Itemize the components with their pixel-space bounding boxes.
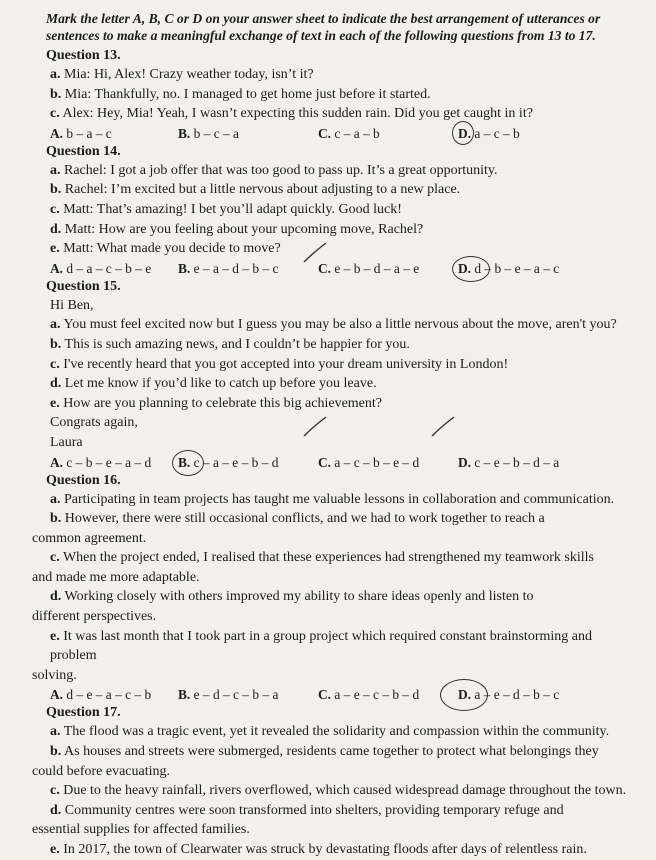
q16-line-a-label: a. [50, 491, 61, 507]
q14-line-e-label: e. [50, 241, 60, 257]
q14-line-e-text: Matt: What made you decide to move? [63, 241, 281, 257]
q15-line-e-label: e. [50, 395, 60, 411]
q15-line-c-text: I've recently heard that you got accepted into your dream university in London! [63, 356, 509, 372]
q16-line-b [50, 509, 634, 529]
q15-option-c-text: a – c – b – e – d [334, 454, 420, 470]
q14-option-d-text: d – b – e – a – c [474, 260, 560, 276]
q16-line-c-continuation: and made me more adaptable. [32, 569, 200, 585]
question-17-title: Question 17. [46, 705, 121, 721]
q14-option-d-label: D. [458, 260, 472, 276]
q16-line-e [50, 627, 634, 666]
q17-line-e [50, 840, 634, 860]
q14-option-c[interactable] [318, 259, 458, 278]
q15-option-d-text: c – e – b – d – a [474, 454, 560, 470]
q14-option-b[interactable] [178, 259, 318, 278]
q16-option-c[interactable] [318, 685, 458, 704]
q15-line-d-text: Let me know if you’d like to catch up before you leave. [64, 376, 377, 392]
q13-option-b-label: B. [178, 125, 191, 141]
q15-line-a-label: a. [50, 317, 61, 333]
question-16-title: Question 16. [46, 472, 121, 488]
q17-line-b-text: As houses and streets were submerged, residents came together to protect what belongings they [64, 744, 599, 760]
q16-line-b-label: b. [50, 511, 62, 527]
q16-option-c-label: C. [318, 687, 332, 703]
q15-option-a-text: c – b – e – a – d [66, 454, 152, 470]
q15-line-a [50, 315, 634, 335]
q14-line-c-label: c. [50, 201, 60, 217]
q15-option-d-label: D. [458, 454, 472, 470]
q14-options [50, 259, 634, 278]
q15-line-e [50, 394, 634, 414]
q17-line-e-label: e. [50, 842, 60, 857]
q17-line-a-label: a. [50, 724, 61, 740]
q14-line-b-label: b. [50, 182, 62, 198]
q16-line-d-label: d. [50, 589, 62, 605]
q17-line-a-text: The flood was a tragic event, yet it revealed the solidarity and compassion within the community. [63, 724, 610, 740]
q13-option-c-label: C. [318, 125, 332, 141]
q13-line-c [50, 104, 634, 124]
q16-option-a-text: d – e – a – c – b [66, 687, 152, 703]
q14-option-b-label: B. [178, 260, 191, 276]
q16-line-c [50, 548, 634, 568]
q16-options [50, 685, 634, 704]
q15-line-e-text: How are you planning to celebrate this big achievement? [63, 395, 382, 411]
q13-line-a [50, 65, 634, 85]
q16-option-d[interactable] [458, 685, 559, 704]
q14-option-d[interactable] [458, 259, 559, 278]
q16-line-e-continuation: solving. [32, 667, 77, 683]
q14-option-b-text: e – a – d – b – c [193, 260, 279, 276]
q15-option-b[interactable] [178, 453, 318, 472]
q17-line-d-label: d. [50, 802, 62, 818]
q13-options [50, 124, 634, 143]
q16-option-c-text: a – e – c – b – d [334, 687, 420, 703]
question-13-title: Question 13. [46, 48, 121, 63]
q15-options [50, 453, 634, 472]
q14-line-c-text: Matt: That’s amazing! I bet you’ll adapt quickly. Good luck! [63, 201, 402, 217]
q14-line-c [50, 200, 634, 220]
q14-option-c-text: e – b – d – a – e [334, 260, 420, 276]
q13-line-a-label: a. [50, 67, 61, 82]
q13-option-b[interactable] [178, 124, 318, 143]
q14-option-a[interactable] [50, 259, 178, 278]
q16-option-a[interactable] [50, 685, 178, 704]
q15-line-c-label: c. [50, 356, 60, 372]
q14-line-d-text: Matt: How are you feeling about your upcoming move, Rachel? [64, 221, 424, 237]
q16-line-d-continuation: different perspectives. [32, 609, 157, 625]
question-14-title: Question 14. [46, 143, 121, 159]
q15-signature: Laura [50, 434, 83, 450]
q14-option-a-text: d – a – c – b – e [66, 260, 152, 276]
q17-line-d [50, 801, 634, 821]
question-15-title: Question 15. [46, 278, 121, 294]
q13-option-a[interactable] [50, 124, 178, 143]
q13-option-a-text: b – a – c [66, 125, 112, 141]
q16-line-d [50, 587, 634, 607]
q14-line-a-label: a. [50, 162, 61, 178]
q17-line-d-continuation: essential supplies for affected families. [32, 822, 250, 838]
q15-option-c-label: C. [318, 454, 332, 470]
q14-line-b [50, 180, 634, 200]
q14-option-c-label: C. [318, 260, 332, 276]
q16-option-b-text: e – d – c – b – a [193, 687, 279, 703]
q13-line-c-label: c. [50, 106, 60, 122]
q16-line-e-label: e. [50, 628, 60, 644]
q17-line-c [50, 781, 634, 801]
q16-option-b-label: B. [178, 687, 191, 703]
q15-line-b [50, 335, 634, 355]
q13-line-b-label: b. [50, 86, 62, 102]
q16-line-a-text: Participating in team projects has taught me valuable lessons in collaboration and communication. [64, 491, 615, 507]
q16-line-d-text: Working closely with others improved my ability to share ideas openly and listen to [64, 589, 534, 605]
q17-line-b [50, 742, 634, 762]
q15-greeting: Hi Ben, [50, 297, 94, 313]
q15-closing: Congrats again, [50, 415, 138, 431]
q17-line-d-text: Community centres were soon transformed into shelters, providing temporary refuge and [64, 802, 564, 818]
q16-line-b-text: However, there were still occasional conflicts, and we had to work together to reach a [64, 511, 545, 527]
q16-option-b[interactable] [178, 685, 318, 704]
q15-line-a-text: You must feel excited now but I guess you may be also a little nervous about the move, aren't you? [63, 317, 617, 333]
q13-option-d-label: D. [458, 125, 472, 141]
q13-option-d-text: a – c – b [474, 125, 520, 141]
q17-line-c-text: Due to the heavy rainfall, rivers overflowed, which caused widespread damage throughout the town. [63, 783, 627, 799]
q15-line-b-label: b. [50, 336, 62, 352]
q13-option-a-label: A. [50, 125, 64, 141]
q15-line-d-label: d. [50, 376, 62, 392]
q17-line-b-label: b. [50, 744, 62, 760]
q13-line-c-text: Alex: Hey, Mia! Yeah, I wasn’t expecting this sudden rain. Did you get caught in it? [62, 106, 533, 122]
q16-line-c-text: When the project ended, I realised that these experiences had strengthened my teamwork skills [62, 550, 594, 566]
q16-line-a [50, 490, 634, 510]
q15-option-d[interactable] [458, 453, 559, 472]
q16-option-d-text: a – e – d – b – c [474, 687, 560, 703]
q17-line-e-text: In 2017, the town of Clearwater was struck by devastating floods after days of relentless rain. [63, 842, 587, 857]
q15-option-c[interactable] [318, 453, 458, 472]
instructions: Mark the letter A, B, C or D on your answer sheet to indicate the best arrangement of utterances or sentences to make a meaningful exchange of text in each of the following questions from 13 to 17. [46, 11, 601, 43]
q16-line-b-continuation: common agreement. [32, 530, 147, 546]
q13-option-d[interactable] [458, 124, 520, 143]
q15-option-b-text: c – a – e – b – d [193, 454, 279, 470]
q15-line-b-text: This is such amazing news, and I couldn’t be happier for you. [64, 336, 410, 352]
q16-option-a-label: A. [50, 687, 64, 703]
q15-line-c [50, 355, 634, 375]
q14-option-a-label: A. [50, 260, 64, 276]
q13-line-a-text: Mia: Hi, Alex! Crazy weather today, isn’t it? [64, 67, 314, 82]
q13-line-b [50, 85, 634, 105]
q15-option-a-label: A. [50, 454, 64, 470]
q14-line-b-text: Rachel: I’m excited but a little nervous about adjusting to a new place. [64, 182, 461, 198]
q15-option-a[interactable] [50, 453, 178, 472]
q17-line-c-label: c. [50, 783, 60, 799]
q15-line-d [50, 374, 634, 394]
q13-option-b-text: b – c – a [193, 125, 240, 141]
q13-option-c-text: c – a – b [334, 125, 380, 141]
q17-line-a [50, 722, 634, 742]
q15-option-b-label: B. [178, 454, 191, 470]
q14-line-a-text: Rachel: I got a job offer that was too good to pass up. It’s a great opportunity. [64, 162, 498, 178]
q13-line-b-text: Mia: Thankfully, no. I managed to get home just before it started. [64, 86, 431, 102]
q16-option-d-label: D. [458, 687, 472, 703]
q14-line-e [50, 239, 634, 259]
q14-line-d-label: d. [50, 221, 62, 237]
q14-line-a [50, 161, 634, 181]
q16-line-e-text: It was last month that I took part in a group project which required constant brainstorming and problem [50, 628, 592, 664]
q13-option-c[interactable] [318, 124, 458, 143]
q17-line-b-continuation: could before evacuating. [32, 763, 170, 779]
q16-line-c-label: c. [50, 550, 60, 566]
q14-line-d [50, 220, 634, 240]
